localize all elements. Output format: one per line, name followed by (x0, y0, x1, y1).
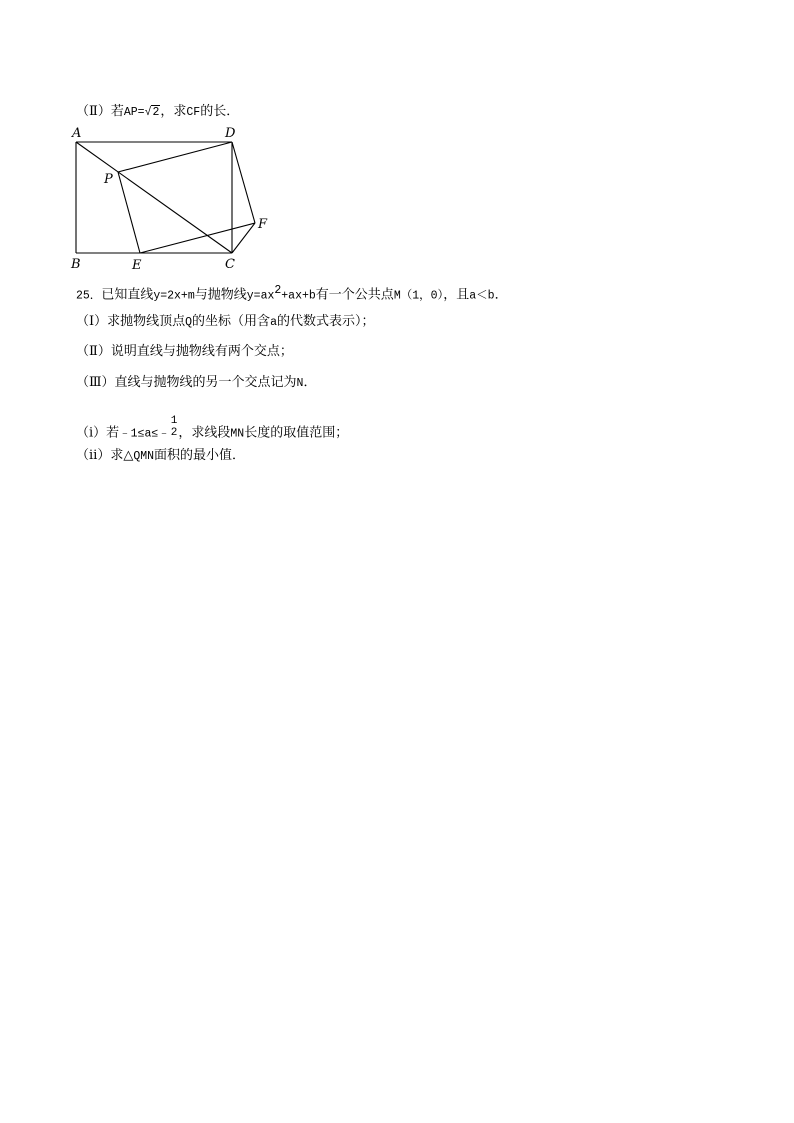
q25-p1: （Ⅰ）求抛物线顶点 (76, 314, 186, 329)
sqrt-expression (145, 104, 161, 122)
part2-suffix-a: ，求 (160, 104, 187, 119)
q25-pi-prefix: （ⅰ）若 (76, 425, 120, 441)
part2-ap: AP= (123, 106, 145, 119)
q25-p1-a: a (270, 316, 277, 329)
segment-AC (76, 142, 232, 253)
segment-PD (118, 142, 232, 172)
sqrt-value: 2 (152, 106, 160, 119)
segment-PE (118, 172, 140, 253)
q25-part3 (76, 374, 316, 393)
q25-t1: 已知直线 (101, 287, 154, 303)
q25-p3-n: N (296, 377, 304, 390)
label-D: D (225, 126, 236, 141)
q25-pi-b: ，求线段 (178, 425, 231, 441)
q25-line-eq: y=2x+m (153, 289, 195, 303)
segment-EF (140, 223, 255, 253)
q25-pii-prefix: （ⅱ）求△ (76, 448, 134, 463)
q25-pi-c: 长度的取值范围； (244, 425, 349, 441)
q25-condition: a＜b (469, 289, 495, 303)
q25-p1-b: 的坐标（用含 (192, 314, 271, 329)
q25-p1-q: Q (185, 316, 193, 329)
q25-point: M（1，0） (393, 289, 444, 303)
q25-p1-c: 的代数式表示）； (276, 314, 375, 329)
segment-CF (232, 223, 255, 253)
label-P: P (104, 172, 113, 187)
q25-parabola-a: y=ax (246, 289, 275, 303)
geometry-figure (66, 124, 286, 274)
q25-t3: 有一个公共点 (315, 287, 394, 303)
q25-p2: （Ⅱ）说明直线与抛物线有两个交点； (76, 344, 293, 359)
part2-cf: CF (186, 106, 201, 119)
q25-parabola-b: +ax+b (281, 289, 316, 303)
fraction-denominator: 2 (170, 427, 178, 439)
q25-p3: （Ⅲ）直线与抛物线的另一个交点记为 (76, 375, 297, 390)
label-E: E (132, 258, 142, 273)
part2-suffix-b: 的长． (200, 104, 240, 119)
part2-prefix: （Ⅱ）若 (76, 104, 124, 119)
q25-pii-b: 面积的最小值． (154, 448, 246, 463)
part2-question (76, 103, 239, 122)
segment-DF (232, 142, 255, 223)
fraction-numerator: 1 (170, 415, 178, 427)
q25-part3-ii (76, 447, 245, 466)
label-B: B (71, 257, 81, 272)
q25-t2: 与抛物线 (194, 287, 247, 303)
q25-part3-i (76, 415, 349, 445)
q25-pi-mn: MN (230, 427, 245, 441)
label-A: A (72, 126, 82, 141)
fraction-one-half (171, 415, 178, 439)
q25-p3-end: ． (303, 375, 317, 390)
q25-part1 (76, 313, 374, 332)
label-F: F (258, 217, 268, 232)
q25-part2 (76, 343, 293, 361)
q25-parabola-exp: 2 (274, 284, 282, 297)
q25-t4: ，且 (443, 287, 470, 303)
q25-number: 25． (76, 289, 102, 303)
q25-t5: ． (494, 287, 508, 303)
q25-pi-cond: ﹣1≤a≤﹣ (119, 427, 170, 441)
sqrt-symbol: √ (144, 106, 152, 119)
label-C: C (225, 257, 235, 272)
q25-pii-qmn: QMN (133, 450, 155, 463)
q25-stem (76, 282, 508, 305)
